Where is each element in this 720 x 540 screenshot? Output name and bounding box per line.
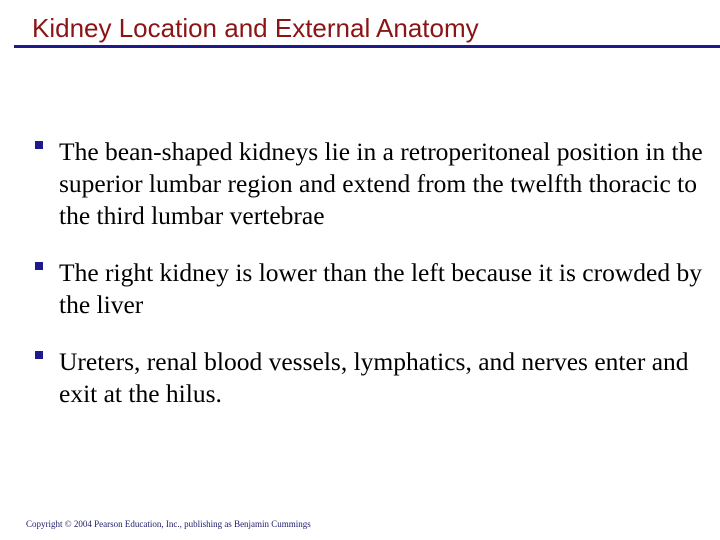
copyright-notice: Copyright © 2004 Pearson Education, Inc., publishing as Benjamin Cummings — [26, 519, 311, 529]
title-underline-rule — [14, 45, 720, 48]
bullet-item — [59, 136, 709, 232]
bullet-list — [59, 136, 709, 410]
square-bullet-icon — [34, 261, 44, 271]
square-bullet-icon — [34, 350, 44, 360]
bullet-text: The right kidney is lower than the left because it is crowded by the liver — [59, 258, 702, 319]
bullet-text: Ureters, renal blood vessels, lymphatics, and nerves enter and exit at the hilus. — [59, 347, 689, 408]
bullet-item — [59, 346, 709, 410]
square-bullet-icon — [34, 140, 44, 150]
bullet-item — [59, 257, 709, 321]
slide-title: Kidney Location and External Anatomy — [32, 13, 479, 43]
bullet-text: The bean-shaped kidneys lie in a retroperitoneal position in the superior lumbar region and extend from the twelfth thoracic to the third lumbar vertebrae — [59, 137, 703, 230]
